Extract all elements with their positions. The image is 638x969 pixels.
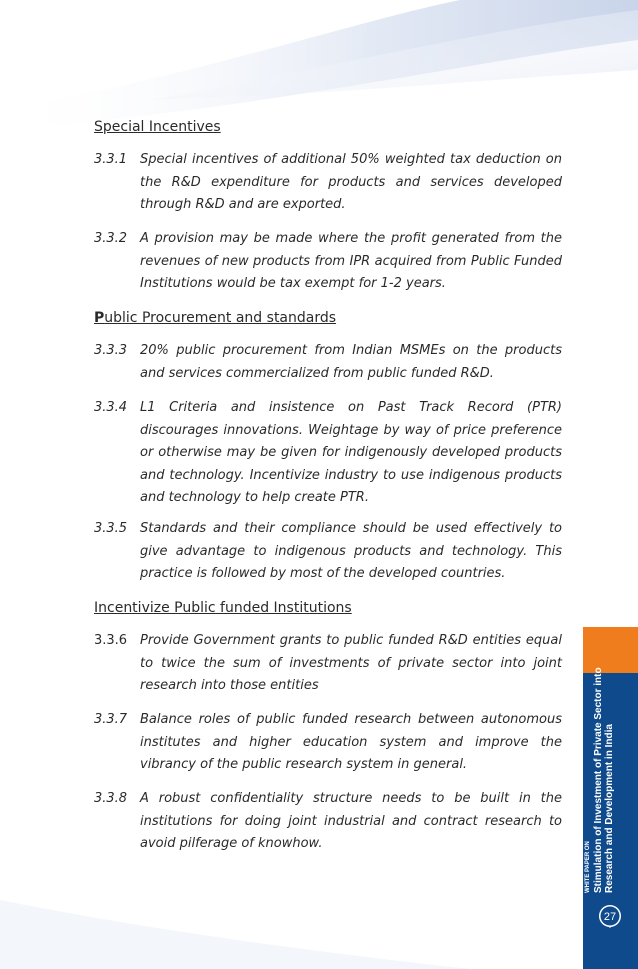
section-heading: Special Incentives	[94, 119, 221, 135]
section-special-incentives	[94, 116, 562, 138]
item-3-3-1	[94, 149, 562, 217]
section-heading: Incentivize Public funded Institutions	[94, 600, 352, 616]
item-text: Balance roles of public funded research between autonomous institutes and higher education system and improve the vibrancy of the public research system in general.	[140, 712, 562, 772]
item-3-3-7	[94, 709, 562, 777]
item-3-3-8	[94, 788, 562, 856]
sidebar-title	[584, 653, 624, 893]
item-3-3-3	[94, 340, 562, 385]
item-3-3-6	[94, 630, 562, 698]
item-text: Standards and their compliance should be used effectively to give advantage to indigenous products and technology. This practice is followed by most of the developed countries.	[140, 521, 562, 581]
item-number: 3.3.7	[94, 712, 128, 727]
item-number: 3.3.4	[94, 400, 128, 415]
item-number: 3.3.2	[94, 231, 128, 246]
item-3-3-2	[94, 228, 562, 296]
sidebar-title-line1: Stimulation of Investment of Private Sector into	[593, 667, 604, 893]
item-text: 20% public procurement from Indian MSMEs on the products and services commercialized from public funded R&D.	[140, 343, 562, 381]
item-number: 3.3.5	[94, 521, 128, 536]
item-text: Provide Government grants to public funded R&D entities equal to twice the sum of investments of private sector into joint research into those entities	[140, 633, 562, 693]
item-number: 3.3.3	[94, 343, 128, 358]
section-heading: Public Procurement and standards	[94, 310, 337, 326]
section-public-procurement	[94, 307, 562, 329]
section-incentivize-institutions	[94, 597, 562, 619]
item-text: A robust confidentiality structure needs to be built in the institutions for doing joint industrial and contract research to avoid pilferage of knowhow.	[140, 791, 562, 851]
item-3-3-4	[94, 397, 562, 510]
item-text: Special incentives of additional 50% weighted tax deduction on the R&D expenditure for products and services developed through R&D and are exported.	[140, 152, 562, 212]
item-number: 3.3.1	[94, 152, 128, 167]
item-3-3-5	[94, 518, 562, 586]
page-number: 27	[603, 911, 617, 923]
sidebar-label: WHITE PAPER ON	[585, 841, 591, 893]
item-text: A provision may be made where the profit generated from the revenues of new products from IPR acquired from Public Funded Institutions would be tax exempt for 1-2 years.	[140, 231, 562, 291]
item-number: 3.3.8	[94, 791, 128, 806]
item-number: 3.3.6	[94, 633, 128, 648]
sidebar-title-line2: Research and Development in India	[604, 724, 615, 893]
item-text: L1 Criteria and insistence on Past Track Record (PTR) discourages innovations. Weightage by way of price preference or otherwise may be given for indigenously developed products and technology. Incentivize industry to use indigenous products and technology to help create PTR.	[140, 400, 562, 505]
